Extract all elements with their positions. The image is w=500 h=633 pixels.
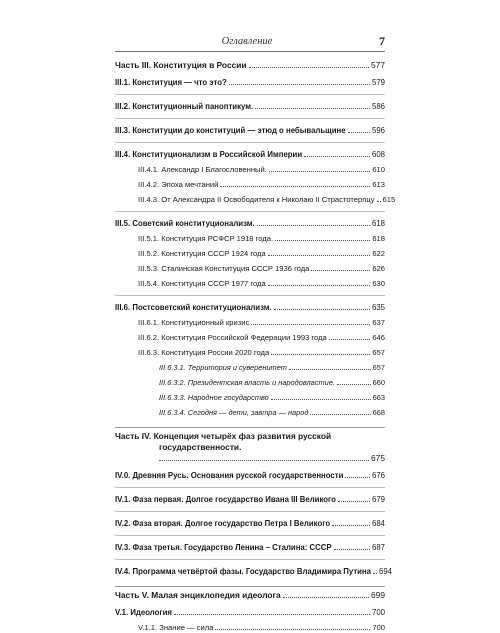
dot-leader bbox=[159, 460, 369, 461]
toc-subsection[interactable] bbox=[115, 263, 385, 274]
toc-subsection[interactable] bbox=[115, 317, 385, 328]
toc-entry-page: 657 bbox=[372, 348, 385, 357]
section-divider bbox=[115, 505, 385, 512]
dot-leader bbox=[271, 354, 370, 355]
toc-entry-title: III.6.3.4. Сегодня — дети, завтра — народ bbox=[159, 408, 309, 417]
section-divider bbox=[115, 289, 385, 296]
section-divider bbox=[115, 136, 385, 143]
toc-entry-title-cont: государственности. bbox=[159, 442, 242, 452]
toc-subsection[interactable] bbox=[115, 194, 396, 205]
section-divider bbox=[115, 481, 385, 488]
toc-entry-title: Часть IV. Концепция четырёх фаз развития русской bbox=[115, 431, 332, 441]
running-header bbox=[115, 32, 385, 50]
toc-entry-title: IV.3. Фаза третья. Государство Ленина – Сталина: СССР bbox=[115, 543, 332, 552]
toc-entry-title: III.6.3.1. Территория и суверенитет bbox=[159, 363, 287, 372]
toc-entry-title: III.5.1. Конституция РСФСР 1918 года. bbox=[138, 234, 274, 243]
toc-entry-page: 630 bbox=[372, 279, 385, 288]
toc-subsubsection[interactable] bbox=[115, 392, 385, 403]
toc-subsection[interactable] bbox=[115, 347, 385, 358]
toc-entry-title: III.6.3. Конституция России 2020 года bbox=[138, 348, 270, 357]
toc-entry-title: III.4. Конституционализм в Российской Империи bbox=[115, 150, 303, 159]
dot-leader bbox=[332, 525, 370, 526]
toc-entry-page: 675 bbox=[371, 453, 385, 463]
dot-leader bbox=[255, 108, 370, 109]
toc-entry-page: 687 bbox=[371, 543, 385, 552]
toc-section[interactable] bbox=[115, 470, 385, 481]
toc-entry-page: 663 bbox=[372, 393, 385, 402]
dot-leader bbox=[338, 501, 370, 502]
toc-entry-title: III.6.1. Конституционный кризис bbox=[138, 318, 250, 327]
toc-entry-page: 618 bbox=[371, 219, 385, 228]
dot-leader bbox=[337, 384, 371, 385]
toc-entry-page: 610 bbox=[372, 165, 385, 174]
toc-entry-title: III.5.3. Сталинская Конституция СССР 1936 года bbox=[138, 264, 310, 273]
dot-leader bbox=[334, 549, 370, 550]
toc-entry-title: Часть III. Конституция в России bbox=[115, 60, 247, 70]
toc-entry-title: Часть V. Малая энциклопедия идеолога bbox=[115, 590, 281, 600]
dot-leader bbox=[268, 255, 371, 256]
toc-section[interactable] bbox=[115, 302, 385, 313]
section-divider bbox=[115, 205, 385, 212]
toc-entry-page: 700 bbox=[372, 623, 385, 632]
dot-leader bbox=[289, 369, 371, 370]
dot-leader bbox=[251, 324, 370, 325]
toc-entry-title: V.1.1. Знание — сила bbox=[138, 623, 214, 632]
toc-section[interactable] bbox=[115, 607, 385, 618]
dot-leader bbox=[310, 414, 370, 415]
dot-leader bbox=[174, 614, 370, 615]
toc-subsubsection[interactable] bbox=[115, 407, 385, 418]
toc-subsubsection[interactable] bbox=[115, 362, 385, 373]
toc-subsubsection[interactable] bbox=[115, 377, 385, 388]
toc-subsection[interactable] bbox=[115, 622, 385, 633]
dot-leader bbox=[274, 309, 370, 310]
toc-entry-page: 622 bbox=[372, 249, 385, 258]
toc-entry-title: IV.2. Фаза вторая. Долгое государство Петра I Великого bbox=[115, 519, 331, 528]
toc-entry-page: 635 bbox=[371, 303, 385, 312]
toc-entry-page: 615 bbox=[382, 195, 396, 204]
toc-entry-page: 679 bbox=[371, 495, 385, 504]
toc-entry-title: III.4.2. Эпоха мечтаний bbox=[138, 180, 219, 189]
toc-entry-page: 700 bbox=[371, 608, 385, 617]
dot-leader bbox=[373, 573, 377, 574]
dot-leader bbox=[268, 285, 371, 286]
toc-entry-page: 579 bbox=[371, 78, 385, 87]
toc-entry-title: IV.0. Древняя Русь. Основания русской государственности bbox=[115, 471, 344, 480]
dot-leader bbox=[271, 399, 371, 400]
toc-entry-title: III.5.4. Конституция СССР 1977 года bbox=[138, 279, 266, 288]
toc-entry-title: III.2. Конституционный паноптикум. bbox=[115, 102, 254, 111]
dot-leader bbox=[283, 597, 369, 598]
part-gap bbox=[115, 418, 385, 427]
dot-leader bbox=[275, 240, 370, 241]
toc-entry-title: IV.1. Фаза первая. Долгое государство Ивана III Великого bbox=[115, 495, 336, 504]
dot-leader bbox=[377, 201, 381, 202]
dot-leader bbox=[304, 156, 370, 157]
toc-entry-title: III.5. Советский конституционализм. bbox=[115, 219, 255, 228]
dot-leader bbox=[311, 270, 370, 271]
toc-entry-page: 646 bbox=[372, 333, 385, 342]
toc-entry-page: 637 bbox=[372, 318, 385, 327]
toc-entry-page: 676 bbox=[371, 471, 385, 480]
toc-entry-page: 668 bbox=[372, 408, 385, 417]
toc-subsection[interactable] bbox=[115, 248, 385, 259]
toc-section[interactable] bbox=[115, 566, 393, 577]
toc-entry-title: III.6.3.2. Президентская власть и народовластие. bbox=[159, 378, 335, 387]
dot-leader bbox=[215, 629, 370, 630]
toc-entry-title: III.6.3.3. Народное государство bbox=[159, 393, 269, 402]
toc-entry-title: III.4.1. Александр I Благословенный. bbox=[138, 165, 267, 174]
toc-entry-title: III.6.2. Конституция Российской Федерации 1993 года bbox=[138, 333, 327, 342]
toc-entry-page: 660 bbox=[372, 378, 385, 387]
dot-leader bbox=[345, 477, 370, 478]
toc-part-3[interactable] bbox=[115, 60, 385, 71]
toc-entry-page: 694 bbox=[379, 567, 393, 576]
toc-entry-title: III.1. Конституция — что это? bbox=[115, 78, 227, 87]
toc-entry-page: 699 bbox=[371, 590, 385, 600]
toc-part-4[interactable] bbox=[115, 427, 385, 464]
toc-entry-page: 657 bbox=[372, 363, 385, 372]
header-divider bbox=[115, 51, 385, 52]
table-of-contents bbox=[115, 60, 396, 633]
section-divider bbox=[115, 88, 385, 95]
toc-subsection[interactable] bbox=[115, 278, 385, 289]
dot-leader bbox=[229, 84, 370, 85]
toc-entry-title: III.6. Постсоветский конституционализм. bbox=[115, 303, 272, 312]
toc-entry-page: 684 bbox=[371, 519, 385, 528]
toc-section[interactable] bbox=[115, 218, 385, 229]
toc-entry-page: 626 bbox=[372, 264, 385, 273]
toc-entry-title: V.1. Идеология bbox=[115, 608, 172, 617]
dot-leader bbox=[269, 171, 371, 172]
toc-section[interactable] bbox=[115, 518, 385, 529]
toc-section[interactable] bbox=[115, 149, 385, 160]
section-divider bbox=[115, 112, 385, 119]
toc-section[interactable] bbox=[115, 101, 385, 112]
toc-subsection[interactable] bbox=[115, 164, 385, 175]
toc-entry-title: III.3. Конституции до конституций — этюд о небывальщине bbox=[115, 126, 346, 135]
dot-leader bbox=[329, 339, 371, 340]
dot-leader bbox=[220, 186, 370, 187]
toc-entry-title: III.5.2. Конституция СССР 1924 года bbox=[138, 249, 266, 258]
toc-entry-page: 577 bbox=[371, 60, 385, 70]
dot-leader bbox=[348, 132, 370, 133]
toc-subsection[interactable] bbox=[115, 332, 385, 343]
toc-entry-page: 586 bbox=[371, 102, 385, 111]
part-gap bbox=[115, 577, 385, 586]
toc-section[interactable] bbox=[115, 125, 385, 136]
section-divider bbox=[115, 553, 385, 560]
dot-leader bbox=[257, 225, 370, 226]
toc-entry-page: 618 bbox=[372, 234, 385, 243]
toc-entry-page: 596 bbox=[371, 126, 385, 135]
toc-entry-title: III.4.3. От Александра II Освободителя к Николаю II Страстотерпцу bbox=[138, 195, 375, 204]
header-title: Оглавление bbox=[221, 35, 273, 47]
toc-section[interactable] bbox=[115, 542, 385, 553]
toc-part-5[interactable] bbox=[115, 586, 385, 601]
page-number: 7 bbox=[379, 33, 385, 48]
toc-entry-title: IV.4. Программа четвёртой фазы. Государство Владимира Путина bbox=[115, 567, 371, 576]
toc-subsection[interactable] bbox=[115, 233, 385, 244]
toc-entry-page: 608 bbox=[371, 150, 385, 159]
section-divider bbox=[115, 529, 385, 536]
dot-leader bbox=[249, 67, 369, 68]
toc-section[interactable] bbox=[115, 77, 385, 88]
toc-entry-page: 613 bbox=[372, 180, 385, 189]
toc-subsection[interactable] bbox=[115, 179, 385, 190]
